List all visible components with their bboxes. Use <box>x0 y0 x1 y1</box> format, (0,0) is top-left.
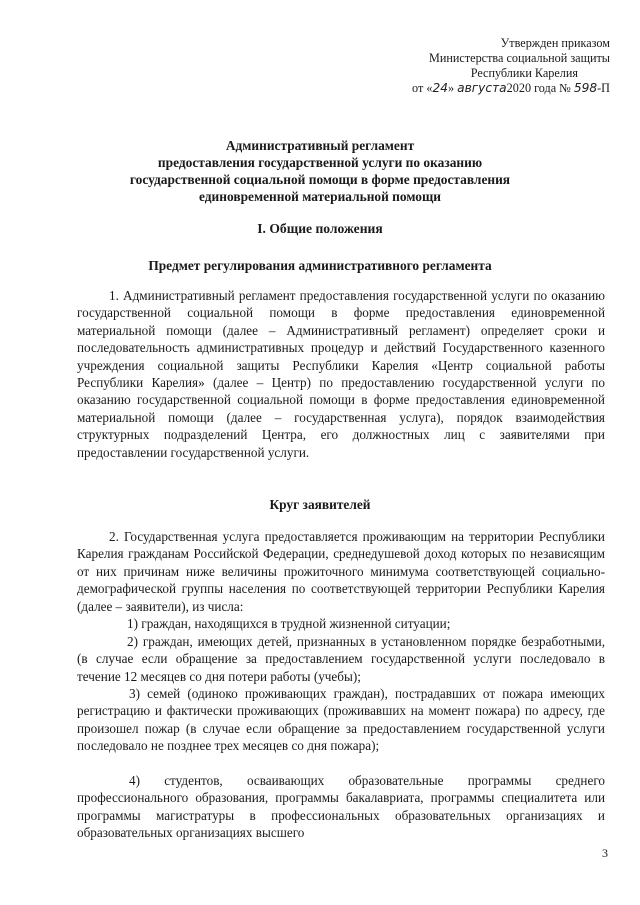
list-item-1: 1) граждан, находящихся в трудной жизненной ситуации; <box>127 616 451 631</box>
list-item-3: 3) семей (одиноко проживающих граждан), пострадавших от пожара имеющих регистрацию и фактически проживающих (проживавших на момент пожара) по адресу, где произошел пожар (в случае если обращение за предоставлением государственной услуги последовало не позднее трех месяцев со дня пожара); <box>77 686 605 754</box>
date-prefix: от « <box>412 81 433 95</box>
document-title <box>70 137 570 205</box>
approval-line-1: Утвержден приказом <box>500 36 610 50</box>
approval-stamp-block <box>412 36 610 96</box>
title-line-1: Административный регламент <box>225 138 415 153</box>
approval-date-line <box>412 81 610 96</box>
subsection-heading-subject: Предмет регулирования административного регламента <box>148 258 492 273</box>
number-suffix: -П <box>597 81 610 95</box>
title-line-3: государственной социальной помощи в форме предоставления <box>129 172 511 187</box>
section-heading: I. Общие положения <box>257 221 383 236</box>
paragraph-2: 2. Государственная услуга предоставляется проживающим на территории Республики Карелия гражданам Российской Федерации, среднедушевой доход которых по независящим от них причинам ниже величины прожиточного минимума соответствующей социально-демографической группы населения по соответствующей территории Республики Карелия (далее – заявители), из числа: <box>77 529 605 614</box>
date-year: 2020 года № <box>506 81 574 95</box>
handwritten-day: 24 <box>432 81 448 95</box>
approval-line-3: Республики Карелия <box>470 66 578 80</box>
list-item-2: 2) граждан, имеющих детей, признанных в установленном порядке безработными, (в случае если обращение за предоставлением государственной услуги последовало в течение 12 месяцев со дня потери работы (учебы); <box>77 634 605 684</box>
page-number: 3 <box>602 846 608 860</box>
title-line-4: единовременной материальной помощи <box>199 189 441 204</box>
paragraph-1: 1. Административный регламент предоставления государственной услуги по оказанию государственной социальной помощи в форме предоставления единовременной материальной помощи (далее – Административный регламент) определяет сроки и последовательность административных процедур и действий Государственного казенного учреждения социальной защиты Республики Карелия «Центр социальной работы Республики Карелия» (далее – Центр) по предоставлению государственной услуги по оказанию государственной социальной помощи в форме предоставления единовременной материальной помощи (далее – государственная услуга), порядок взаимодействия структурных подразделений Центра, его должностных лиц с заявителями при предоставлении государственной услуги. <box>77 288 605 460</box>
title-line-2: предоставления государственной услуги по оказанию <box>157 155 483 170</box>
handwritten-month: августа <box>457 81 507 95</box>
list-item-4: 4) студентов, осваивающих образовательные программы среднего профессионального образования, программы бакалавриата, программы специалитета или программы магистратуры в профессиональных образовательных организациях и образовательных организациях высшего <box>77 773 605 841</box>
handwritten-number: 598 <box>573 81 598 95</box>
subsection-heading-applicants: Круг заявителей <box>269 497 371 512</box>
approval-line-2: Министерства социальной защиты <box>429 51 610 65</box>
date-mid: » <box>447 81 458 95</box>
